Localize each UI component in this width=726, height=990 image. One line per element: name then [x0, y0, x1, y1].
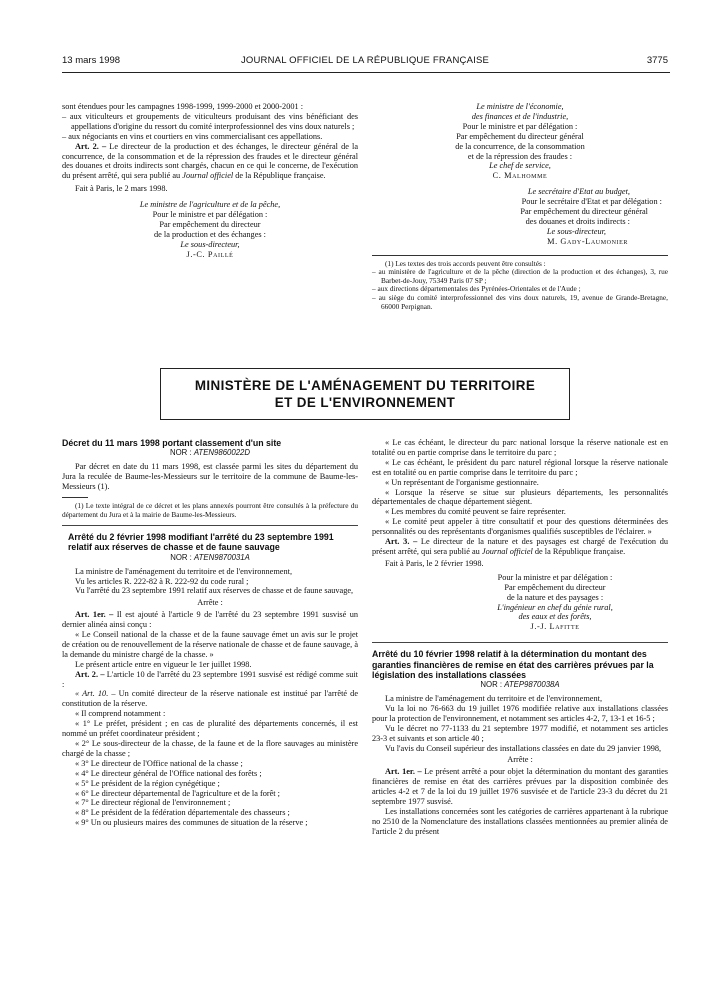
footnote-item: – aux directions départementales des Pyrénées-Orientales et de l'Aude ;: [372, 284, 581, 294]
signature-line: des douanes et droits indirects :: [525, 216, 630, 226]
signature-role: L'ingénieur en chef du génie rural,: [497, 602, 613, 612]
extension-item: – aux négociants en vins et courtiers en vins commercialisant ces appellations.: [62, 131, 323, 141]
decret-body: Par décret en date du 11 mars 1998, est classée parmi les sites du département du Jura la reculée de Baume-les-Messieurs sur le territoire de la commune de Baume-les-Messieurs (1).: [62, 462, 358, 492]
ministry-heading: [160, 368, 570, 420]
comprend-line: « Il comprend notamment :: [75, 709, 166, 719]
arrete1-nor: [62, 553, 358, 563]
signature-line: de la concurrence, de la consommation: [455, 141, 585, 151]
article-2-text: L'article 10 de l'arrêté du 23 septembre 1991 susvisé est rédigé comme suit :: [62, 669, 358, 689]
signature-line: Par empêchement du directeur général: [456, 131, 584, 141]
committee-member: « 6° Le directeur départemental de l'agriculture et de la forêt ;: [75, 788, 280, 798]
article-10-label: « Art. 10. –: [75, 689, 116, 699]
committee-member: « Le cas échéant, le président du parc naturel régional lorsque la réserve nationale est en totalité ou en partie comprise dans le territoire du parc ;: [372, 457, 668, 477]
header-date: 13 mars 1998: [62, 55, 121, 66]
preamble-line: La ministre de l'aménagement du territoire et de l'environnement,: [75, 566, 293, 576]
preamble-line: Vu l'avis du Conseil supérieur des installations classées en date du 29 janvier 1998,: [385, 743, 662, 753]
article-3-label: Art. 3. –: [385, 537, 418, 547]
preamble-line: Vu les articles R. 222-82 à R. 222-92 du code rural ;: [75, 576, 249, 586]
bottom-left-column: [62, 438, 358, 828]
ministry-heading-line: MINISTÈRE DE L'AMÉNAGEMENT DU TERRITOIRE: [194, 378, 536, 393]
nor-code: ATEN9870031A: [194, 552, 250, 562]
article-2-end: de la République française.: [235, 171, 326, 181]
article-1-paragraph-2: Les installations concernées sont les catégories de carrières appartenant à la rubrique no 2510 de la Nomenclature des installations classées mentionnées au premier alinéa de l'article 2 du présent: [372, 806, 668, 836]
extension-intro: sont étendues pour les campagnes 1998-1999, 1999-2000 et 2000-2001 :: [62, 102, 304, 111]
fait-a-paris: Fait à Paris, le 2 février 1998.: [385, 558, 484, 568]
article-10-text: Un comité directeur de la réserve nationale est institué par l'arrêté de constitution de la réserve.: [62, 689, 358, 709]
article-1-label: Art. 1er. –: [385, 767, 422, 777]
footnote-item: – au ministère de l'agriculture et de la pêche (direction de la production et des échanges), 3, rue Barbet-de-Jouy, 75349 Paris 07 SP ;: [372, 267, 668, 285]
article-3-end: de la République française.: [534, 546, 626, 556]
header-page-number: 3775: [646, 55, 668, 66]
preamble-line: La ministre de l'aménagement du territoire et de l'environnement,: [385, 694, 603, 704]
signature-role: Le chef de service,: [489, 161, 551, 171]
preamble-line: Vu la loi no 76-663 du 19 juillet 1976 modifiée relative aux installations classées pour la protection de l'environnement, et notamment ses articles 4-2, 7, 13-1 et 16-5 ;: [372, 703, 668, 723]
bottom-right-column: [372, 438, 668, 837]
nor-code: ATEN9860022D: [193, 448, 251, 458]
footnote-rule: [372, 255, 668, 256]
committee-rule: « Le comité peut appeler à titre consultatif et pour des questions déterminées des personnalités ou des représentants d'organismes qualifiés susceptibles de l'éclairer. »: [372, 517, 668, 537]
footnote-intro: (1) Les textes des trois accords peuvent être consultés :: [385, 258, 546, 268]
committee-member: « 7° Le directeur régional de l'environnement ;: [75, 798, 231, 808]
article-2-paragraph: [62, 142, 358, 182]
committee-member: « 2° Le sous-directeur de la chasse, de la faune et de la flore sauvages au ministère chargé de la chasse ;: [62, 739, 358, 758]
signature-line: Pour le ministre et par délégation :: [462, 121, 578, 131]
signature-name: J.-J. Lafitte: [530, 622, 580, 632]
preamble-line: Vu l'arrêté du 23 septembre 1991 relatif aux réserves de chasse et de faune sauvage,: [75, 586, 354, 596]
decret-nor: [62, 448, 358, 458]
journal-officiel-ref: Journal officiel: [481, 546, 533, 556]
arrete2-nor: [372, 680, 668, 690]
committee-member: « 1° Le préfet, président ; en cas de pluralité des départements concernés, il est nommé un préfet coordinateur président ;: [62, 719, 358, 739]
arrete1-title: Arrêté du 2 février 1998 modifiant l'arrêté du 23 septembre 1991 relatif aux réserves de chasse et de faune sauvage: [68, 532, 334, 553]
article-2-paragraph: [62, 670, 358, 690]
article-1-text: Il est ajouté à l'article 9 de l'arrêté du 23 septembre 1991 susvisé un dernier alinéa ainsi conçu :: [62, 610, 359, 630]
nor-label: NOR :: [480, 680, 503, 690]
running-header: [62, 55, 668, 69]
extension-item: – aux viticulteurs et groupements de viticulteurs produisant des vins bénéficiant des appellations d'origine du ressort du comité interprofessionnel des vins doux naturels ;: [62, 111, 358, 131]
signature-line: et de la répression des fraudes :: [467, 151, 573, 161]
committee-rule: « Les membres du comité peuvent se faire représenter.: [385, 507, 566, 517]
signature-line: Pour la ministre et par délégation :: [497, 572, 613, 582]
signature-line: Pour le ministre et par délégation :: [152, 210, 268, 220]
article-2-label: Art. 2. –: [75, 669, 105, 679]
signature-line: Par empêchement du directeur général: [520, 207, 648, 217]
committee-member: « 8° Le président de la fédération départementale des chasseurs ;: [75, 808, 290, 818]
article-3-paragraph: [372, 537, 668, 557]
top-left-column: [62, 102, 358, 260]
signature-role: Le sous-directeur,: [180, 239, 240, 249]
signature-role: Le sous-directeur,: [546, 226, 606, 236]
decret-title: Décret du 11 mars 1998 portant classement d'un site: [62, 438, 282, 448]
committee-member: « 5° Le président de la région cynégétique ;: [75, 778, 220, 788]
minister-title: des finances et de l'industrie,: [471, 111, 569, 121]
article-3-text: Le directeur de la nature et des paysages est chargé de l'exécution du présent arrêté, qui sera publié au: [372, 537, 669, 556]
signature-name: J.-C. Paillé: [186, 249, 234, 259]
top-right-column: [372, 102, 668, 311]
journal-officiel-ref: Journal officiel: [182, 171, 234, 181]
committee-rule: « Lorsque la réserve se situe sur plusieurs départements, les personnalités départementales de chaque département siègent.: [372, 487, 668, 507]
article-2-text: Le directeur de la production et des échanges, le directeur général de la concurrence, de la consommation et de la répression des fraudes et le directeur général des douanes et droits indirects sont chargés, chacun en ce qui le concerne, de l'exécution du présent arrêté, qui sera publié au: [62, 141, 359, 181]
secretary-title: Le secrétaire d'Etat au budget,: [527, 187, 630, 197]
footnote-rule: [62, 497, 88, 498]
committee-member: « 4° Le directeur général de l'Office national des forêts ;: [75, 768, 262, 778]
arrete-heading: Arrête :: [197, 598, 223, 608]
signature-role: des eaux et des forêts,: [518, 612, 592, 622]
article-1-label: Art. 1er. –: [75, 610, 114, 620]
arrete-heading: Arrête :: [507, 755, 533, 765]
header-rule: [62, 72, 670, 73]
header-journal-title: JOURNAL OFFICIEL DE LA RÉPUBLIQUE FRANÇAISE: [240, 55, 490, 66]
footnote-item: – au siège du comité interprofessionnel des vins doux naturels, 19, avenue de Grande-Bretagne, 66000 Perpignan.: [372, 293, 668, 311]
nor-label: NOR :: [170, 552, 192, 562]
article-1-paragraph: [372, 767, 668, 807]
article-2-label: Art. 2. –: [75, 141, 107, 151]
section-separator: [62, 525, 358, 526]
signature-name: M. Gady-Laumonier: [547, 236, 628, 246]
signature-line: Par empêchement du directeur: [504, 582, 606, 592]
committee-member: « Le cas échéant, le directeur du parc national lorsque la réserve nationale est en totalité ou en partie comprise dans le territoire du parc ;: [372, 438, 668, 457]
ministry-heading-line: ET DE L'ENVIRONNEMENT: [274, 395, 456, 410]
article-10-paragraph: [62, 689, 358, 709]
committee-member: « 9° Un ou plusieurs maires des communes de situation de la réserve ;: [75, 818, 308, 828]
section-separator: [372, 642, 668, 643]
article-1-text: Le présent arrêté a pour objet la détermination du montant des garanties financières de remise en état des carrières prévues par la disposition combinée des articles 4-2 et 7 de la loi du 19 juillet 1976 susvisée et de l'article 23-3 du décret du 21 septembre 1977 susvisé.: [372, 767, 668, 807]
preamble-line: Vu le décret no 77-1133 du 21 septembre 1977 modifié, et notamment ses articles 23-3 et suivants et son article 40 ;: [372, 723, 668, 743]
nor-code: ATEP9870038A: [504, 680, 560, 690]
article-1-paragraph: [62, 610, 358, 630]
article-1-end: Le présent article entre en vigueur le 1er juillet 1998.: [75, 659, 252, 669]
signature-name: C. Malhomme: [492, 171, 548, 181]
signature-line: Pour le secrétaire d'Etat et par délégation :: [521, 197, 662, 207]
arrete2-title: Arrêté du 10 février 1998 relatif à la détermination du montant des garanties financières de remise en état des carrières prévues par la législation des installations classées: [372, 649, 654, 680]
nor-label: NOR :: [169, 448, 192, 458]
signature-minister: Le ministre de l'agriculture et de la pêche,: [139, 200, 281, 210]
signature-line: Par empêchement du directeur: [159, 219, 261, 229]
fait-a-paris: Fait à Paris, le 2 mars 1998.: [75, 184, 168, 194]
minister-title: Le ministre de l'économie,: [476, 102, 564, 111]
signature-line: de la nature et des paysages :: [506, 592, 604, 602]
committee-member: « 3° Le directeur de l'Office national de la chasse ;: [75, 758, 243, 768]
article-1-quote: « Le Conseil national de la chasse et de la faune sauvage émet un avis sur le projet de création ou de renouvellement de la réserve nationale de chasse et de faune sauvage, à la demande du ministre chargé de la chasse. »: [62, 630, 358, 659]
committee-member: « Un représentant de l'organisme gestionnaire.: [385, 477, 539, 487]
decret-footnote: (1) Le texte intégral de ce décret et les plans annexés pourront être consultés à la préfecture du département du Jura et à la mairie de Baume-les-Messieurs.: [62, 500, 358, 519]
signature-line: de la production et des échanges :: [154, 229, 266, 239]
